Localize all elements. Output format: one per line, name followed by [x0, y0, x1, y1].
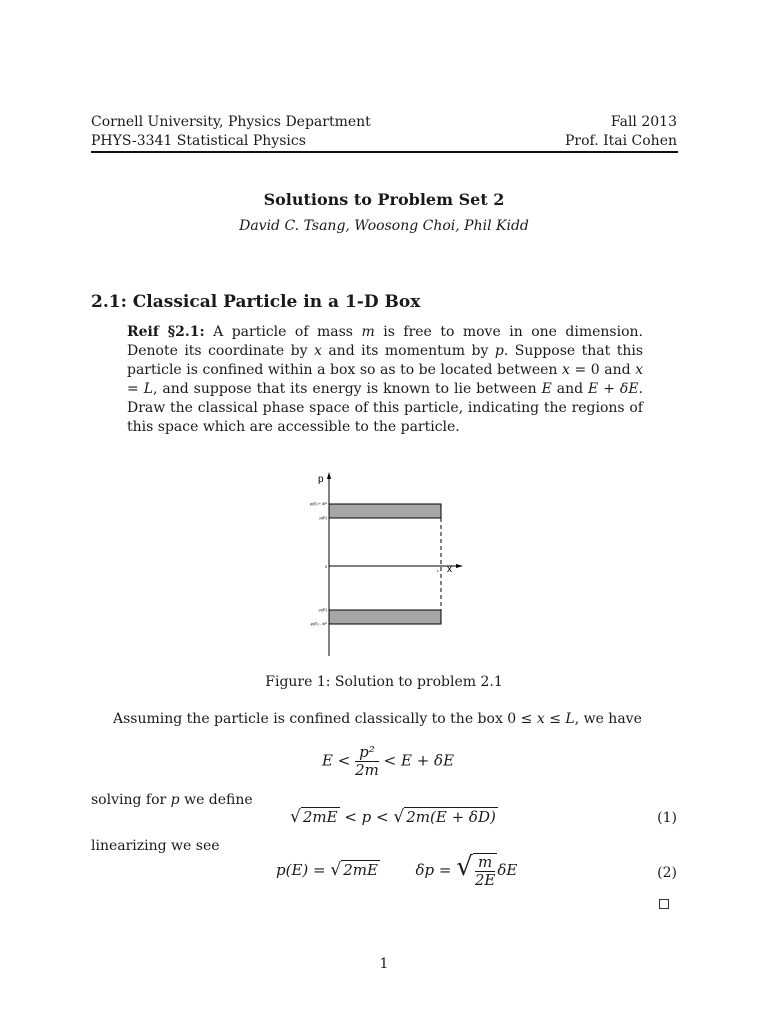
problem-text-8: = 0 and	[569, 362, 636, 379]
solving-paragraph	[91, 791, 253, 810]
p-axis-arrow	[327, 472, 331, 479]
figure-caption: Figure 1: Solution to problem 2.1	[265, 674, 503, 690]
intro-paragraph	[113, 710, 642, 729]
problem-text-17: δE	[619, 381, 639, 398]
header-term: Fall 2013	[610, 114, 677, 130]
page-number: 1	[379, 956, 389, 972]
equation-number-1: (1)	[657, 810, 677, 826]
problem-text-14: and	[551, 381, 589, 398]
problem-text-2: is free to move in one dimension. Denote its coordinate by	[127, 324, 643, 360]
eq2-sqrt-frac: √ $\frac{m}{2E}$	[456, 852, 496, 889]
eq0-denominator: 2m	[355, 761, 379, 779]
solving-text-a: solving for	[91, 792, 171, 808]
eq0-lt: <	[337, 751, 351, 770]
eq2-pE-sqrt: 2mE	[343, 861, 378, 879]
header-course: PHYS-3341 Statistical Physics	[91, 133, 306, 149]
tick-label-L: L	[437, 568, 440, 573]
linearized-equations	[276, 852, 517, 889]
header-left	[91, 113, 371, 151]
header-professor: Prof. Itai Cohen	[564, 133, 677, 149]
problem-text-0: A particle of mass	[213, 324, 362, 340]
eq2-numerator: m	[475, 854, 496, 872]
intro-var-L: L	[565, 711, 575, 727]
eq2-pE: p(E) =	[276, 861, 331, 879]
problem-text-3: x	[313, 343, 322, 360]
tick-label-pE: p(E)	[319, 515, 327, 520]
eq2-fraction	[473, 853, 498, 889]
problem-text-13: E	[541, 381, 552, 398]
intro-var-x: x	[536, 711, 545, 727]
eq1-sqrt-left: √ 2mE	[290, 807, 338, 827]
intro-text-a: Assuming the particle is confined classically to the box 0 ≤	[113, 711, 537, 727]
eq1-right: 2m(E + δD)	[406, 808, 496, 826]
upper-accessible-band	[329, 504, 441, 518]
eq1-mid: < p <	[344, 808, 389, 826]
problem-text-10: =	[127, 381, 144, 398]
eq2-denominator: 2E	[474, 871, 496, 889]
problem-text-9: x	[635, 362, 644, 379]
solving-text-b: we define	[179, 792, 253, 808]
momentum-inequality	[290, 807, 498, 827]
problem-text-16: +	[598, 381, 620, 398]
qed-symbol	[659, 899, 669, 909]
eq0-numerator: p²	[355, 744, 379, 762]
eq1-left: 2mE	[302, 808, 338, 826]
x-axis-arrow	[456, 564, 463, 568]
problem-text-15: E	[588, 381, 599, 398]
problem-text-7: x	[562, 362, 570, 379]
solving-var-p: p	[170, 792, 180, 808]
header-institution: Cornell University, Physics Department	[91, 114, 371, 130]
eq2-sqrt-pE: √ 2mE	[330, 860, 378, 880]
eq0-E: E	[322, 751, 333, 770]
eq2-dp: δp =	[415, 861, 457, 879]
header-rule	[91, 151, 678, 153]
energy-inequality	[322, 744, 454, 779]
problem-reference: Reif §2.1:	[127, 324, 205, 340]
header-right	[565, 113, 677, 151]
document-title: Solutions to Problem Set 2	[263, 190, 505, 209]
eq1-sqrt-right: √ 2m(E + δD)	[393, 807, 496, 827]
tick-label-zero: 0	[324, 564, 327, 569]
intro-text-b: ≤	[544, 711, 566, 727]
problem-text-1: m	[361, 324, 375, 340]
problem-text-18: . Draw the classical phase space of this particle, indicating the regions of this space which are accessible to the particle.	[127, 381, 643, 436]
tick-label-neg-pE-minus-dP: -p(E) - dP	[309, 621, 327, 626]
section-heading: 2.1: Classical Particle in a 1-D Box	[91, 292, 421, 312]
equation-number-2: (2)	[657, 865, 677, 881]
problem-text-6: . Suppose that this particle is confined within a box so as to be located between	[127, 343, 644, 379]
problem-text-12: , and suppose that its energy is known to lie between	[152, 381, 542, 398]
eq2-tail: δE	[497, 861, 518, 879]
eq0-fraction	[355, 744, 379, 779]
document-authors: David C. Tsang, Woosong Choi, Phil Kidd	[239, 218, 529, 234]
lower-accessible-band	[329, 610, 441, 624]
problem-statement	[127, 323, 643, 438]
intro-text-c: , we have	[574, 711, 642, 727]
eq0-rhs: < E + δE	[383, 751, 455, 770]
problem-text-11: L	[143, 381, 153, 398]
p-axis-label: p	[318, 474, 324, 485]
phase-space-figure	[300, 468, 465, 658]
linearizing-paragraph: linearizing we see	[91, 838, 220, 854]
tick-label-pE-plus-dP: p(E) + dP	[309, 501, 327, 506]
x-axis-label: x	[447, 564, 452, 575]
problem-text-4: and its momentum by	[321, 343, 495, 360]
problem-text-5: p	[494, 343, 504, 360]
tick-label-neg-pE: -p(E)	[318, 607, 327, 612]
